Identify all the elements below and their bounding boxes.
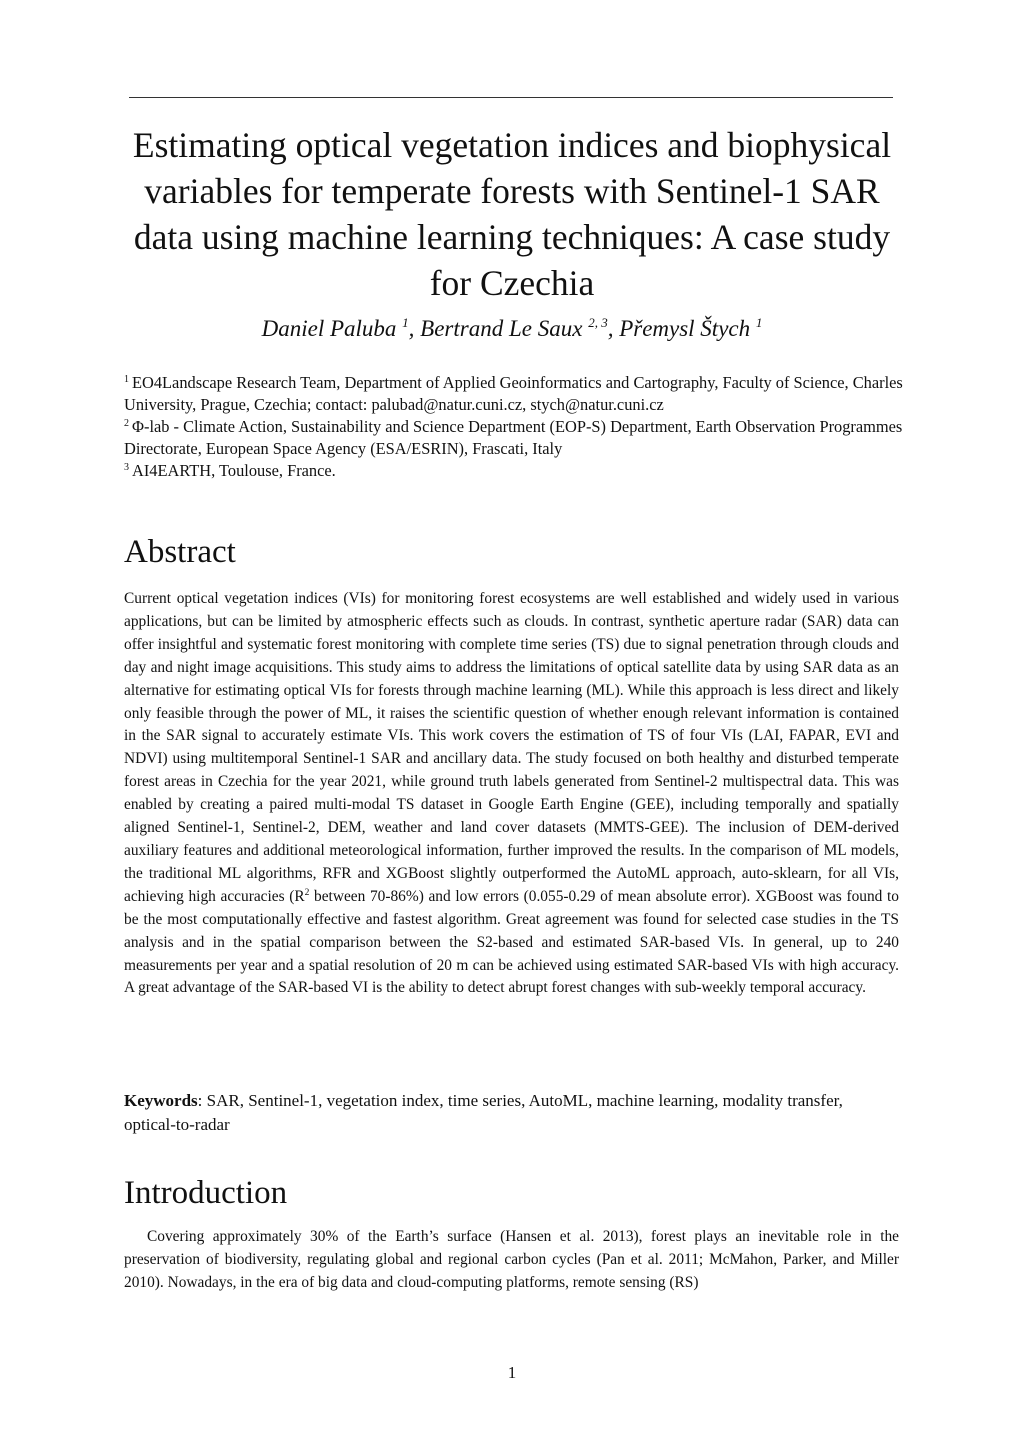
title-line: data using machine learning techniques: A case study — [133, 217, 891, 257]
affiliation-text: Φ-lab - Climate Action, Sustainability and Science Department (EOP-S) Department, Earth Observation Programmes Directorate, European Space Agency (ESA/ESRIN), Frascati, Italy — [124, 417, 903, 458]
paper-title — [124, 122, 900, 306]
abstract-heading: Abstract — [124, 534, 236, 570]
header-rule — [129, 97, 893, 98]
keywords-text: : SAR, Sentinel-1, vegetation index, time series, AutoML, machine learning, modality transfer, optical-to-radar — [124, 1091, 843, 1134]
affiliation-item — [124, 416, 904, 460]
affiliation-text: EO4Landscape Research Team, Department of Applied Geoinformatics and Cartography, Faculty of Science, Charles University, Prague, Czechia; contact: palubad@natur.cuni.cz, stych@natur.cuni.cz — [124, 373, 903, 414]
affiliations — [124, 372, 904, 482]
affiliation-text: AI4EARTH, Toulouse, France. — [132, 461, 336, 480]
abstract-text: between 70-86%) and low errors (0.055-0.29 of mean absolute error). XGBoost was found to be the most computationally effective and fastest algorithm. Great agreement was found for selected case studies in the TS analysis and in the spatial comparison between the S2-based and estimated SAR-based VIs. In general, up to 240 measurements per year and a spatial resolution of 20 m can be achieved using estimated SAR-based VIs with high accuracy. A great advantage of the SAR-based VI is the ability to detect abrupt forest changes with sub-weekly temporal accuracy. — [124, 887, 899, 997]
author-name: Daniel Paluba — [261, 316, 397, 341]
introduction-body: Covering approximately 30% of the Earth’s surface (Hansen et al. 2013), forest plays an inevitable role in the preservation of biodiversity, regulating global and regional carbon cycles (Pan et al. 2011; McMahon, Parker, and Miller 2010). Nowadays, in the era of big data and cloud-computing platforms, remote sensing (RS) — [124, 1228, 899, 1292]
author-separator: , — [607, 316, 620, 341]
author-affiliation-mark: 1 — [755, 315, 763, 330]
title-line: for Czechia — [429, 263, 595, 303]
affiliation-number: 2 — [124, 418, 129, 429]
title-line: Estimating optical vegetation indices and biophysical — [132, 125, 892, 165]
abstract-text: Current optical vegetation indices (VIs) for monitoring forest ecosystems are well established and widely used in various applications, but can be limited by atmospheric effects such as clouds. In contrast, synthetic aperture radar (SAR) data can offer insightful and systematic forest monitoring with complete time series (TS) due to signal penetration through clouds and day and night image acquisitions. This study aims to address the limitations of optical satellite data by using SAR data as an alternative for estimating optical VIs for forests through machine learning (ML). While this approach is less direct and likely only feasible through the power of ML, it raises the scientific question of whether enough relevant information is contained in the SAR signal to accurately estimate VIs. This work covers the estimation of TS of four VIs (LAI, FAPAR, EVI and NDVI) using multitemporal Sentinel-1 SAR and ancillary data. The study focused on both healthy and disturbed temperate forest areas in Czechia for the year 2021, while ground truth labels generated from Sentinel-2 multispectral data. This was enabled by creating a paired multi-modal TS dataset in Google Earth Engine (GEE), including temporally and spatially aligned Sentinel-1, Sentinel-2, DEM, weather and land cover datasets (MMTS-GEE). The inclusion of DEM-derived auxiliary features and additional meteorological information, further improved the results. In the comparison of ML models, the traditional ML algorithms, RFR and XGBoost slightly outperformed the AutoML approach, auto-sklearn, for all VIs, achieving high accuracies (R — [124, 590, 899, 905]
introduction-heading: Introduction — [124, 1175, 288, 1211]
r-squared-superscript: 2 — [304, 887, 310, 898]
affiliation-number: 3 — [124, 462, 129, 473]
keywords-label: Keywords — [124, 1091, 198, 1110]
page-number: 1 — [507, 1363, 517, 1382]
author-affiliation-mark: 1 — [402, 315, 409, 330]
affiliation-number: 1 — [124, 374, 129, 385]
author-affiliation-mark: 2, 3 — [588, 315, 608, 330]
author-list — [124, 314, 900, 344]
abstract-body — [124, 588, 899, 1000]
author-name: Přemysl Štych — [619, 316, 751, 341]
affiliation-item — [124, 372, 904, 416]
author-name: Bertrand Le Saux — [420, 316, 583, 341]
keywords — [124, 1089, 884, 1136]
affiliation-item — [124, 460, 904, 482]
title-line: variables for temperate forests with Sentinel-1 SAR — [144, 171, 880, 211]
author-separator: , — [408, 316, 421, 341]
